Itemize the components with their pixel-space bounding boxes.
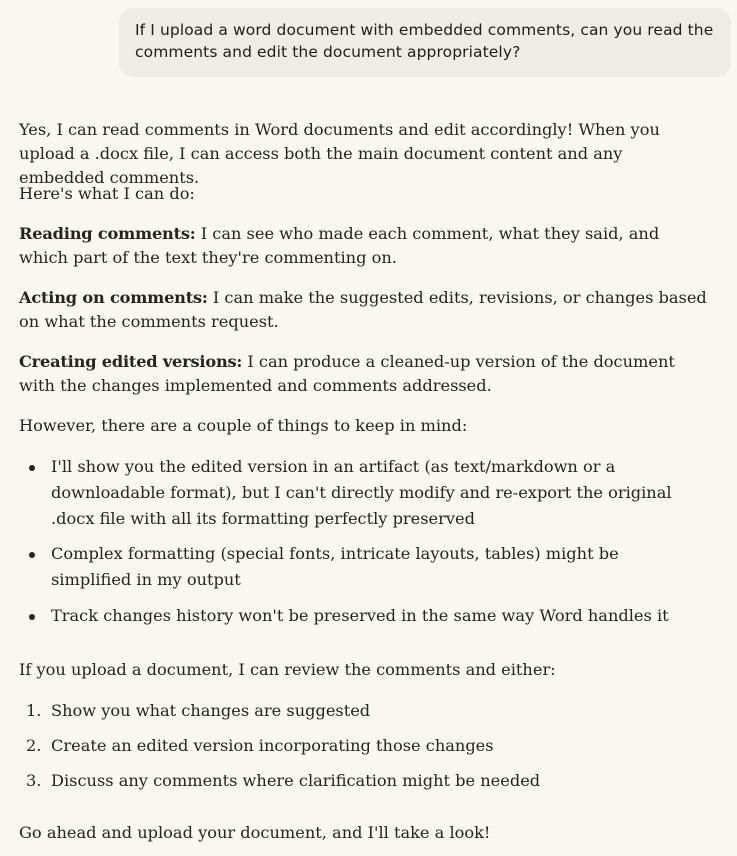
caveats-lead: However, there are a couple of things to keep in mind: <box>19 416 468 435</box>
response-closing: Go ahead and upload your document, and I'll take a look! <box>19 823 491 842</box>
options-lead: If you upload a document, I can review the comments and either: <box>19 660 556 679</box>
bullet-icon <box>29 614 35 620</box>
capability-text: I can see who made each comment, what they said, and which part of the text they're commenting on. <box>19 224 660 267</box>
option-text: Show you what changes are suggested <box>51 701 371 720</box>
bullet-icon <box>29 465 35 471</box>
capabilities-lead: Here's what I can do: <box>19 184 195 203</box>
caveat-text: I'll show you the edited version in an artifact (as text/markdown or a downloadable format), but I can't directly modify and re-export the original .docx file with all its formatting perfectly preserved <box>51 457 672 528</box>
list-number: 1. <box>26 701 42 720</box>
capability-creating-edited-versions <box>19 350 709 398</box>
caveat-text: Complex formatting (special fonts, intricate layouts, tables) might be simplified in my output <box>51 544 619 589</box>
capability-text: I can make the suggested edits, revisions, or changes based on what the comments request. <box>19 288 707 331</box>
option-text: Create an edited version incorporating those changes <box>51 736 494 755</box>
user-message-bubble <box>119 8 731 77</box>
capability-label: Reading comments: <box>19 224 196 243</box>
caveat-text: Track changes history won't be preserved in the same way Word handles it <box>51 606 669 625</box>
response-intro: Yes, I can read comments in Word documents and edit accordingly! When you upload a .docx file, I can access both the main document content and any embedded comments. <box>19 120 660 187</box>
capability-acting-on-comments <box>19 286 709 334</box>
list-number: 3. <box>26 771 42 790</box>
user-message-text: If I upload a word document with embedded comments, can you read the comments and edit the document appropriately? <box>135 21 714 61</box>
capability-label: Acting on comments: <box>19 288 208 307</box>
capability-reading-comments <box>19 222 709 270</box>
bullet-icon <box>29 552 35 558</box>
list-number: 2. <box>26 736 42 755</box>
capability-label: Creating edited versions: <box>19 352 243 371</box>
capability-text: I can produce a cleaned-up version of the document with the changes implemented and comments addressed. <box>19 352 675 395</box>
option-text: Discuss any comments where clarification might be needed <box>51 771 541 790</box>
